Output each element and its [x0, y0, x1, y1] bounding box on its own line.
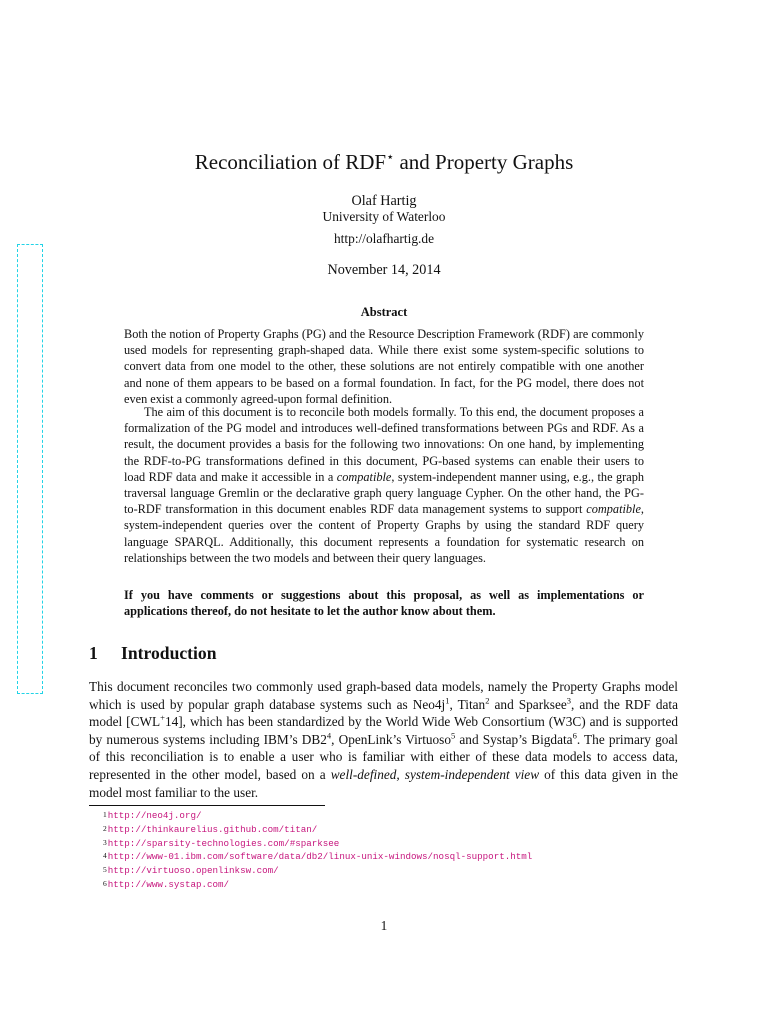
footnote-6[interactable]: $^6$http://www.systap.com/: [103, 878, 230, 890]
footnote-3[interactable]: $^3$http://sparsity-technologies.com/#sparksee: [103, 837, 340, 849]
footnotes: [103, 809, 532, 892]
abstract-paragraph-2: The aim of this document is to reconcile both models formally. To this end, the document proposes a formalization of the PG model and introduces well-defined transformations between PGs and RDF. As a result, the document provides a basis for the following two innovations: On one hand, by implementing the RDF-to-PG transformations defined in this document, PG-based systems can enable their users to load RDF data and make it accessible in a compatible, system-independent manner using, e.g., the graph traversal language Gremlin or the declarative graph query language Cypher. On the other hand, the PG-to-RDF transformation in this document enables RDF data management systems to support compatible, system-independent queries over the content of Property Graphs by using the standard RDF query language SPARQL. Additionally, this document represents a foundation for systematic research on relationships between the two models and between their query languages.: [124, 405, 644, 565]
section-heading-introduction: 1 Introduction: [89, 643, 217, 663]
paper-title: Reconciliation of RDF⋆ and Property Graphs: [194, 149, 574, 174]
footnote-2[interactable]: $^2$http://thinkaurelius.github.com/titan/: [103, 823, 318, 835]
author-affiliation: University of Waterloo: [322, 209, 446, 224]
footnote-5[interactable]: $^5$http://virtuoso.openlinksw.com/: [103, 865, 279, 877]
footnote-1[interactable]: $^1$http://neo4j.org/: [103, 810, 202, 821]
footnote-4[interactable]: $^4$http://www-01.ibm.com/software/data/db2/linux-unix-windows/nosql-support.html: [103, 851, 533, 863]
title-star: ⋆: [386, 149, 395, 164]
abstract-paragraph-1: Both the notion of Property Graphs (PG) and the Resource Description Framework (RDF) are commonly used models for representing graph-shaped data. While there exist some system-specific solutions to convert data from one model to the other, these solutions are not entirely compatible with one another and none of them appears to be based on a formal foundation. In fact, for the PG model, there does not even exist a commonly agreed-upon formal definition.: [124, 327, 644, 406]
author-name: Olaf Hartig: [351, 193, 417, 209]
abstract-contact-note: If you have comments or suggestions about this proposal, as well as implementations or applications thereof, do not hesitate to let the author know about them.: [124, 588, 644, 619]
abstract-heading: Abstract: [360, 305, 408, 319]
author-url[interactable]: http://olafhartig.de: [333, 231, 435, 246]
footnote-rule: [89, 805, 325, 806]
page-number: 1: [380, 918, 388, 933]
introduction-paragraph: This document reconciles two commonly used graph-based data models, namely the Property Graphs model which is used by popular graph database systems such as $Neo4j^1$, Titan$^2$ and Sparksee$^3$, and the RDF data model [CWL+14], which has been standardized by the World Wide Web Consortium (W3C) and is supported by numerous systems including IBM’s $DB2^4$, OpenLink’s Virtuoso$^5$ and Systap’s Bigdata$^6$. The primary goal of this reconciliation is to enable a user who is familiar with either of these data models to access data, represented in the other model, based on a well-defined, system-independent view of this data given in the model most familiar to the user.: [89, 679, 678, 800]
paper-date: November 14, 2014: [327, 262, 441, 278]
